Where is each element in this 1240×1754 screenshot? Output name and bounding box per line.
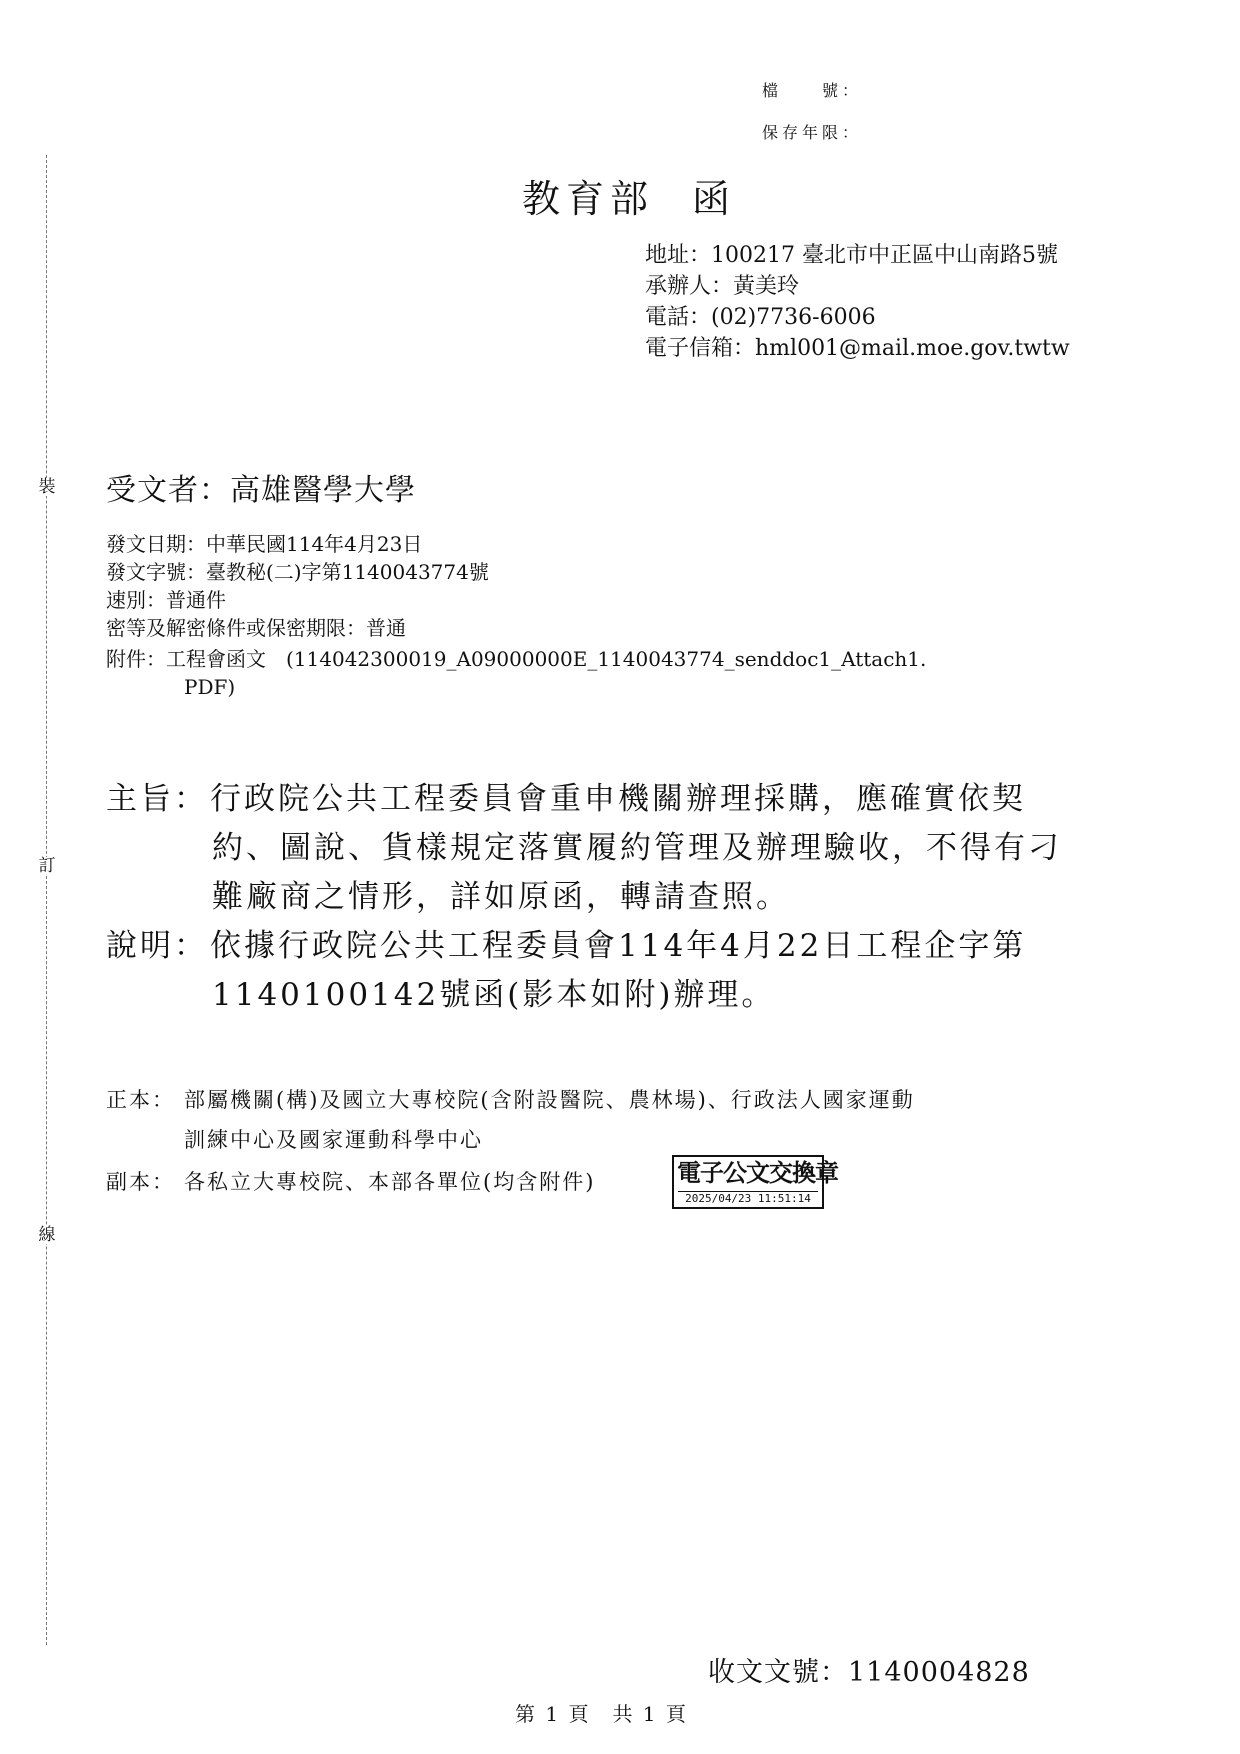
explanation-line: 1140100142號函(影本如附)辦理。	[212, 977, 776, 1013]
subject-line: 約、圖說、貨樣規定落實履約管理及辦理驗收，不得有刁	[212, 830, 1062, 866]
receipt-number: 收文文號：1140004828	[708, 1657, 1030, 1688]
copy-recipients	[106, 1162, 666, 1207]
binding-mark-zhuang: 裝	[38, 477, 56, 497]
electronic-exchange-stamp	[672, 1155, 838, 1209]
binding-mark-xian: 線	[38, 1225, 56, 1245]
binding-mark-ding: 訂	[38, 856, 56, 876]
agency-name: 教育部	[522, 177, 655, 221]
issue-date: 發文日期：中華民國114年4月23日	[106, 532, 423, 556]
speed-class: 速別：普通件	[106, 588, 226, 612]
security-level: 密等及解密條件或保密期限：普通	[106, 616, 406, 640]
attachment-line-continued: PDF)	[184, 675, 236, 699]
contact-block	[645, 240, 1070, 364]
stamp-title: 電子公文交換章	[677, 1159, 838, 1187]
binding-line	[46, 155, 47, 1645]
original-recipients	[106, 1080, 1106, 1170]
contact-handler: 承辦人：黃美玲	[645, 274, 800, 299]
stamp-datetime: 2025/04/23 11:51:14	[678, 1191, 818, 1205]
copy-line: 各私立大專校院、本部各單位(均含附件)	[184, 1170, 596, 1194]
explanation-label: 說明：	[106, 928, 208, 964]
subject-label: 主旨：	[106, 781, 208, 817]
attachment-line: 附件：工程會函文 (114042300019_A09000000E_1140043774_senddoc1_Attach1.	[106, 647, 927, 671]
original-line: 訓練中心及國家運動科學中心	[184, 1128, 483, 1152]
contact-phone: 電話：(02)7736-6006	[645, 305, 876, 330]
file-number-label: 檔 號：	[762, 81, 863, 100]
contact-email: 電子信箱：hml001@mail.moe.gov.twtw	[645, 336, 1070, 361]
page-footer: 第 1 頁 共 1 頁	[515, 1702, 688, 1726]
explanation-line: 依據行政院公共工程委員會114年4月22日工程企字第	[210, 928, 1027, 964]
document-type: 函	[692, 177, 737, 221]
subject-paragraph	[106, 775, 1106, 925]
original-label: 正本：	[106, 1088, 175, 1112]
contact-address: 地址：100217 臺北市中正區中山南路5號	[645, 243, 1058, 268]
subject-line: 難廠商之情形，詳如原函，轉請查照。	[212, 879, 790, 915]
document-title	[522, 168, 736, 223]
document-meta	[106, 530, 926, 701]
original-line: 部屬機關(構)及國立大專校院(含附設醫院、農林場)、行政法人國家運動	[184, 1088, 915, 1112]
recipient: 受文者：高雄醫學大學	[106, 473, 416, 508]
subject-line: 行政院公共工程委員會重申機關辦理採購，應確實依契	[210, 781, 1026, 817]
explanation-paragraph	[106, 922, 1106, 1022]
copy-label: 副本：	[106, 1170, 175, 1194]
document-number: 發文字號：臺教秘(二)字第1140043774號	[106, 560, 489, 584]
retention-period-label: 保存年限：	[762, 123, 863, 142]
